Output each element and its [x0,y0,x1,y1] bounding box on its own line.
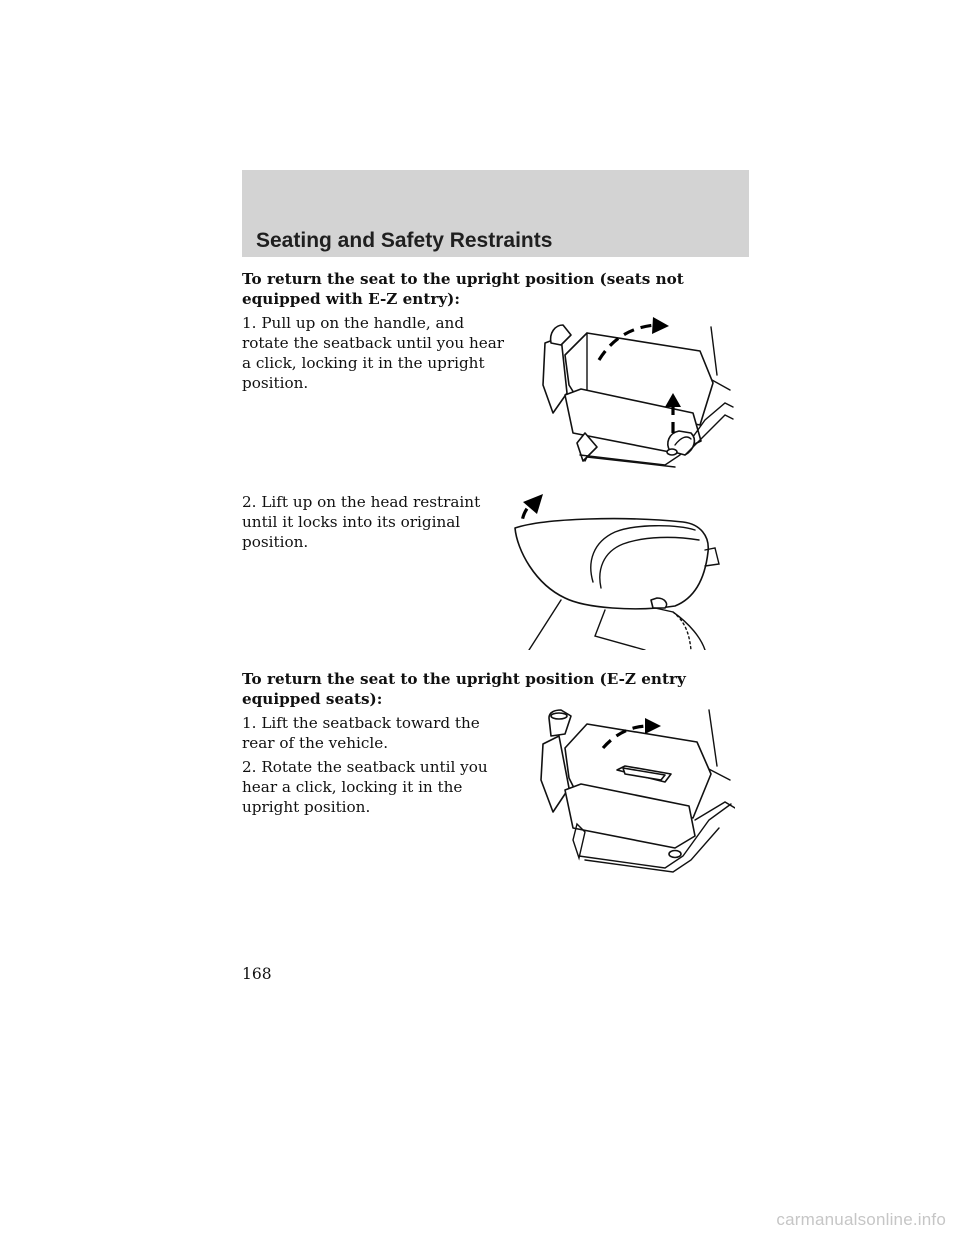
step-lift-head-restraint: 2. Lift up on the head restraint until it locks into its original position. [242,493,481,551]
section-title: Seating and Safety Restraints [256,229,553,252]
seatback-handle-illustration [525,315,735,477]
step-lift-seatback: 1. Lift the seatback toward the rear of the vehicle. [242,714,480,752]
section-heading-ez-entry: To return the seat to the upright position (E-Z entry equipped seats): [242,670,686,708]
step-rotate-seatback: 2. Rotate the seatback until you hear a click, locking it in the upright position. [242,758,488,816]
head-restraint-illustration [505,490,730,650]
step-pull-handle: 1. Pull up on the handle, and rotate the seatback until you hear a click, locking it in the upright position. [242,314,505,392]
ez-entry-seatback-illustration [525,708,735,880]
section-heading-non-ez: To return the seat to the upright position (seats not equipped with E-Z entry): [242,270,684,308]
page-number: 168 [242,965,272,983]
watermark: carmanualsonline.info [776,1210,946,1229]
